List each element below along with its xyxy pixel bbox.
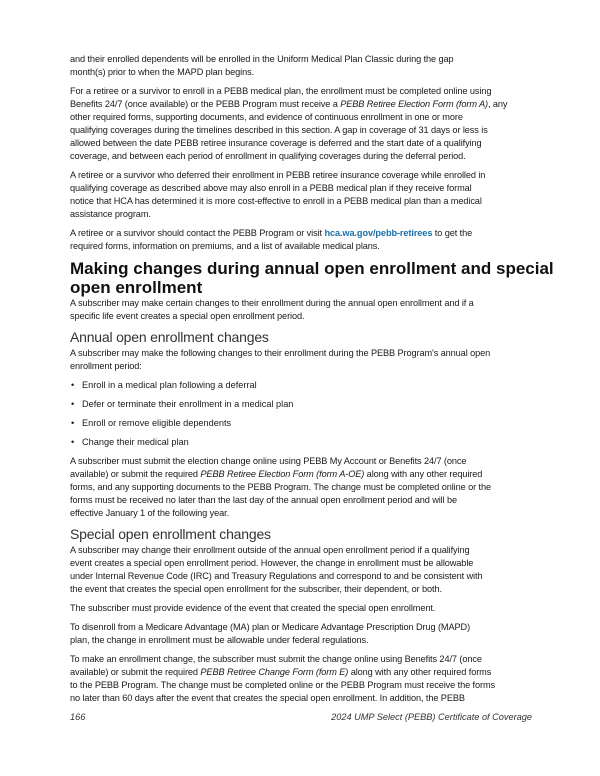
text: For a retiree or a survivor to enroll in a PEBB medical plan, the enrollment must be completed online using Benefits 24/7 (once available) or the PEBB Program must receive a — [70, 86, 492, 109]
subheading-special: Special open enrollment changes — [70, 526, 271, 542]
list-item: • Enroll or remove eligible dependents — [70, 417, 532, 430]
list-item: • Defer or terminate their enrollment in a medical plan — [70, 398, 532, 411]
form-name: PEBB Retiree Election Form (form A-OE) — [200, 469, 365, 479]
annual-changes-list — [70, 379, 532, 449]
text: A subscriber must submit the election change online using PEBB My Account or Benefits 24/7 (once available) or submit the required — [70, 456, 467, 479]
paragraph: The subscriber must provide evidence of the event that created the special open enrollment. — [70, 603, 436, 613]
text: A retiree or a survivor should contact the PEBB Program or visit — [70, 228, 325, 238]
document-title: 2024 UMP Select (PEBB) Certificate of Coverage — [331, 712, 532, 722]
section-heading: Making changes during annual open enrollment and special open enrollment — [70, 259, 554, 297]
text: To make an enrollment change, the subscriber must submit the change online using Benefits 24/7 (once available) or submit the required — [70, 654, 482, 677]
document-page — [70, 53, 554, 724]
list-item: • Enroll in a medical plan following a deferral — [70, 379, 532, 392]
paragraph — [70, 85, 532, 163]
paragraph: A subscriber may change their enrollment outside of the annual open enrollment period if a qualifying event creates a special open enrollment period. However, the change in enrollment must be allowable under Internal Revenue Code (IRC) and Treasury Regulations and correspond to and be consistent with the event that creates the special open enrollment for the subscriber, their dependent, or both. — [70, 545, 483, 594]
paragraph: A retiree or a survivor who deferred their enrollment in PEBB retiree insurance coverage while enrolled in qualifying coverage as described above may also enroll in a PEBB medical plan if they receive formal notice that HCA has determined it is more cost-effective to enroll in a PEBB medical plan than a medical assistance program. — [70, 170, 486, 219]
page-number: 166 — [70, 712, 86, 722]
section-intro: A subscriber may make certain changes to their enrollment during the annual open enrollment and if a specific life event creates a special open enrollment period. — [70, 298, 474, 321]
text: to get the required forms, information on premiums, and a list of available medical plans. — [70, 228, 473, 251]
paragraph — [70, 455, 532, 520]
text: , any other required forms, supporting documents, and evidence of continuous enrollment in one or more qualifying coverages during the timelines described in this section. A gap in coverage of 31 days or less is allowed between the date PEBB retiree insurance coverage is deferred and the start date of a qualifying coverage, and between each period of enrollment in qualifying coverages during the deferral period. — [70, 99, 508, 161]
pebb-retirees-link[interactable]: hca.wa.gov/pebb-retirees — [324, 228, 433, 238]
page-footer — [70, 711, 532, 724]
paragraph — [70, 653, 532, 705]
paragraph: To disenroll from a Medicare Advantage (MA) plan or Medicare Advantage Prescription Drug (MAPD) plan, the change in enrollment must be allowable under federal regulations. — [70, 622, 471, 645]
form-name: PEBB Retiree Change Form (form E) — [200, 667, 349, 677]
paragraph — [70, 227, 532, 253]
text: along with any other required forms to the PEBB Program. The change must be completed online or the PEBB Program must receive the forms no later than 60 days after the event that creates the special open enrollment. In addition, the PEBB — [70, 667, 496, 703]
text: along with any other required forms, and any supporting documents to the PEBB Program. The change must be completed online or the forms must be received no later than the last day of the annual open enrollment period and will be effective January 1 of the following year. — [70, 469, 491, 518]
list-item: • Change their medical plan — [70, 436, 532, 449]
paragraph: and their enrolled dependents will be enrolled in the Uniform Medical Plan Classic during the gap month(s) prior to when the MAPD plan begins. — [70, 54, 454, 77]
annual-intro: A subscriber may make the following changes to their enrollment during the PEBB Program's annual open enrollment period: — [70, 348, 491, 371]
form-name: PEBB Retiree Election Form (form A) — [340, 99, 488, 109]
subheading-annual: Annual open enrollment changes — [70, 329, 269, 345]
